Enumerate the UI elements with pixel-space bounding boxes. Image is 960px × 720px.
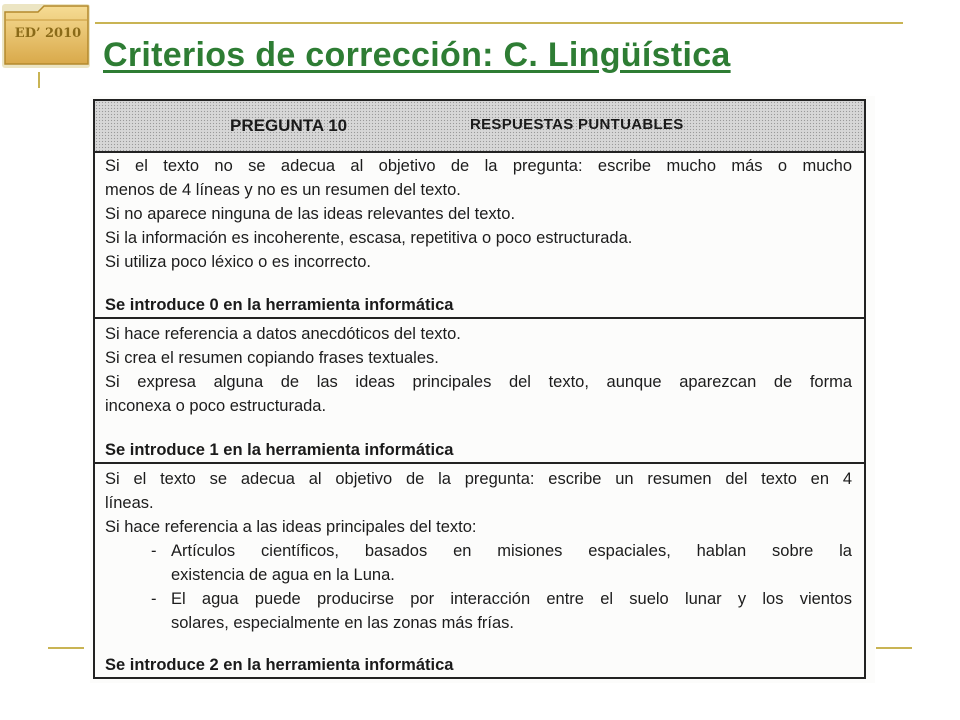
criteria-section-1 — [95, 319, 864, 464]
top-divider-line — [95, 22, 903, 24]
idea-bullet — [151, 587, 852, 611]
criteria-line: líneas. — [105, 494, 154, 512]
score-result: Se introduce 1 en la herramienta informática — [105, 441, 454, 459]
criteria-table — [93, 99, 866, 679]
criteria-line: Si expresa alguna de las ideas principales del texto, aunque aparezcan de forma — [105, 373, 852, 391]
idea-bullet — [151, 539, 852, 563]
criteria-line: inconexa o poco estructurada. — [105, 397, 327, 415]
slide-title: Criterios de corrección: C. Lingüística — [103, 36, 731, 74]
bullet-dash: - — [151, 542, 157, 560]
criteria-line: Si hace referencia a datos anecdóticos del texto. — [105, 325, 461, 343]
bullet-continuation: solares, especialmente en las zonas más frías. — [171, 614, 514, 632]
criteria-scan — [90, 96, 875, 683]
criteria-line: menos de 4 líneas y no es un resumen del texto. — [105, 181, 461, 199]
criteria-line: Si no aparece ninguna de las ideas relevantes del texto. — [105, 205, 516, 223]
criteria-section-0 — [95, 151, 864, 319]
criteria-line: Si el texto se adecua al objetivo de la pregunta: escribe un resumen del texto en 4 — [105, 470, 852, 488]
criteria-line: Si hace referencia a las ideas principales del texto: — [105, 518, 477, 536]
bullet-continuation: existencia de agua en la Luna. — [171, 566, 395, 584]
edition-badge — [0, 0, 94, 72]
bullet-text: Artículos científicos, basados en misiones espaciales, hablan sobre la — [171, 542, 852, 560]
badge-label: ED’ 2010 — [14, 26, 82, 41]
response-type: RESPUESTAS PUNTUABLES — [470, 116, 684, 133]
criteria-line: Si la información es incoherente, escasa, repetitiva o poco estructurada. — [105, 229, 633, 247]
bullet-text: El agua puede producirse por interacción entre el suelo lunar y los vientos — [171, 590, 852, 608]
table-header — [95, 101, 864, 153]
bottom-left-divider — [48, 647, 84, 649]
bottom-right-divider — [876, 647, 912, 649]
criteria-line: Si crea el resumen copiando frases textuales. — [105, 349, 439, 367]
bullet-dash: - — [151, 590, 157, 608]
criteria-section-2 — [95, 464, 864, 677]
left-accent-line — [38, 72, 40, 88]
question-number: PREGUNTA 10 — [230, 116, 348, 135]
score-result: Se introduce 2 en la herramienta informática — [105, 656, 454, 674]
criteria-line: Si utiliza poco léxico o es incorrecto. — [105, 253, 371, 271]
criteria-line: Si el texto no se adecua al objetivo de la pregunta: escribe mucho más o mucho — [105, 157, 852, 175]
score-result: Se introduce 0 en la herramienta informática — [105, 296, 454, 314]
